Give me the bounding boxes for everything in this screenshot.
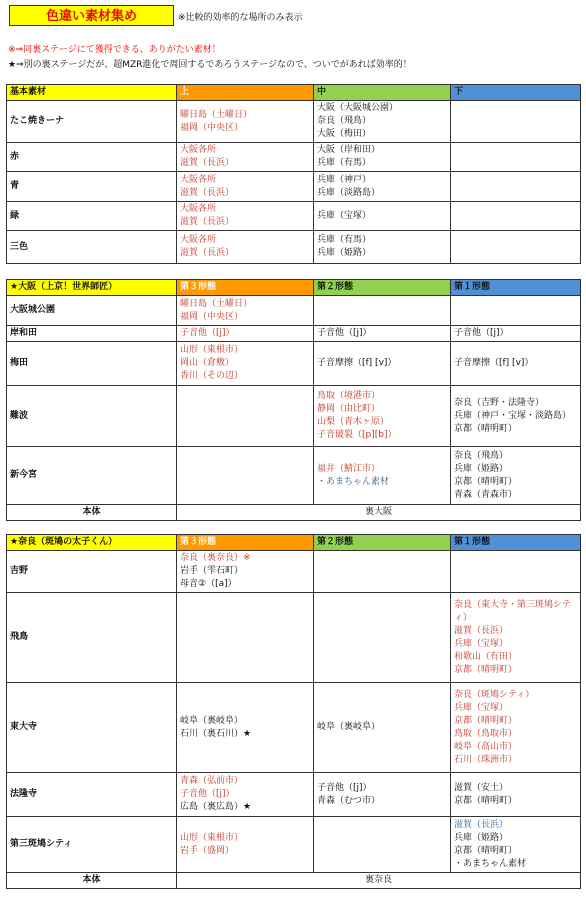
- row-label: 新今宮: [7, 447, 177, 505]
- location-entry: 岐阜（裏岐阜）: [180, 715, 244, 726]
- location-entry: 大阪各所: [180, 204, 217, 214]
- table-cell: [177, 172, 314, 202]
- location-entry: 山形（東根市）: [180, 832, 244, 843]
- table-cell: [177, 817, 314, 873]
- location-entry: 兵庫（神戸・宝塚・淡路島）: [454, 410, 572, 421]
- location-entry: 兵庫（姫路）: [317, 248, 372, 258]
- nara-table: [6, 534, 581, 889]
- table-cell: [451, 296, 581, 326]
- location-entry: 奈良（吉野・法隆寺）: [454, 397, 545, 408]
- location-entry: 福井（鯖江市）: [317, 463, 381, 474]
- location-entry: 岩手（雫石町）: [180, 566, 244, 576]
- location-entry: 兵庫（宝塚）: [454, 702, 509, 713]
- location-entry: 奈良（東大寺・第三斑鳩シティ）: [454, 599, 572, 623]
- location-entry: 大阪各所: [180, 174, 217, 185]
- table-cell: [314, 593, 451, 683]
- table-cell: [451, 683, 581, 773]
- row-label: 吉野: [7, 551, 177, 593]
- table-cell: [314, 817, 451, 873]
- location-entry: 広島（裏広島）★: [180, 802, 252, 812]
- table-cell: [177, 296, 314, 326]
- table-cell: [177, 101, 314, 143]
- header-cell: 第１形態: [451, 535, 581, 551]
- table-row: [7, 326, 581, 342]
- location-entry: 山形（東根市）: [180, 345, 244, 355]
- location-entry: 子音他（[j]）: [180, 789, 235, 799]
- table-row: [7, 296, 581, 326]
- footer-ura: 裏大阪: [177, 505, 581, 521]
- location-entry: 兵庫（宝塚）: [454, 638, 509, 649]
- location-entry: 京都（晴明町）: [454, 845, 518, 856]
- notes: [8, 43, 412, 73]
- table-cell: [451, 773, 581, 817]
- footer-main: 本体: [7, 505, 177, 521]
- page-title: 色違い素材集め: [9, 5, 174, 26]
- table-cell: [451, 143, 581, 172]
- location-entry: 大阪（梅田）: [317, 129, 372, 139]
- table-row: [7, 817, 581, 873]
- location-entry: 香川（その辺）: [180, 371, 244, 381]
- row-label: 難波: [7, 386, 177, 447]
- table-cell: [314, 326, 451, 342]
- table-cell: [177, 551, 314, 593]
- location-entry: 奈良（斑鳩シティ）: [454, 689, 535, 700]
- location-entry: 岐阜（高山市）: [454, 741, 518, 752]
- location-entry: 岡山（倉敷）: [180, 358, 235, 368]
- location-entry: 石川（珠洲市）: [454, 754, 518, 765]
- location-entry: 滋賀（長浜）: [454, 625, 509, 636]
- table-cell: [314, 683, 451, 773]
- header-cell: 基本素材: [7, 85, 177, 101]
- table-cell: [314, 342, 451, 386]
- location-entry: 鳥取（鳥取市）: [454, 728, 518, 739]
- table-row: [7, 231, 581, 264]
- location-entry: 子音他（[j]）: [317, 328, 372, 338]
- table-row: [7, 551, 581, 593]
- location-entry: 大阪各所: [180, 145, 217, 155]
- location-entry: 福岡（中央区）: [180, 122, 244, 133]
- location-entry: 兵庫（神戸）: [317, 174, 372, 185]
- table-cell: [314, 551, 451, 593]
- table-cell: [177, 231, 314, 264]
- location-entry: 京都（晴明町）: [454, 423, 518, 434]
- location-entry: 京都（晴明町）: [454, 664, 518, 675]
- row-label: 三色: [7, 231, 177, 264]
- location-entry: 兵庫（有馬）: [317, 158, 372, 168]
- location-entry: 青森（弘前市）: [180, 776, 244, 786]
- row-label: 赤: [7, 143, 177, 172]
- table-cell: [177, 447, 314, 505]
- footer-ura: 裏奈良: [177, 873, 581, 889]
- row-label: 青: [7, 172, 177, 202]
- row-label: 東大寺: [7, 683, 177, 773]
- table-cell: [314, 143, 451, 172]
- row-label: 飛鳥: [7, 593, 177, 683]
- location-entry: 大阪（大阪城公園）: [317, 103, 399, 113]
- note-rare: ※⇒同裏ステージにて獲得できる、ありがたい素材！: [8, 45, 221, 55]
- header-cell: 上: [177, 85, 314, 101]
- location-entry: 奈良（裏奈良）※: [180, 553, 251, 563]
- location-entry: 子音他（[j]）: [180, 328, 235, 338]
- header-cell: ★大阪（上京！世界師匠）: [7, 280, 177, 296]
- table-cell: [314, 773, 451, 817]
- location-entry: 子音他（[j]）: [317, 782, 372, 793]
- table-row: [7, 172, 581, 202]
- row-label: 法隆寺: [7, 773, 177, 817]
- table-row: [7, 683, 581, 773]
- table-cell: [177, 386, 314, 447]
- header-cell: 第２形態: [314, 280, 451, 296]
- location-entry: 福岡（中央区）: [180, 311, 244, 322]
- location-entry: 滋賀（安土）: [454, 782, 509, 793]
- location-entry: 滋賀（長浜）: [180, 158, 235, 168]
- table-row: [7, 773, 581, 817]
- location-entry: 子音破裂（[p][b]）: [317, 430, 397, 440]
- row-label: たこ焼きーナ: [7, 101, 177, 143]
- table-cell: [451, 447, 581, 505]
- location-entry: 兵庫（有馬）: [317, 235, 372, 245]
- table-row: [7, 101, 581, 143]
- table-cell: [314, 172, 451, 202]
- location-entry: ・あまちゃん素材: [454, 858, 527, 869]
- table-cell: [177, 773, 314, 817]
- table-cell: [177, 593, 314, 683]
- table-cell: [451, 342, 581, 386]
- header-cell: 第３形態: [177, 535, 314, 551]
- location-entry: 京都（晴明町）: [454, 715, 518, 726]
- row-label: 第三斑鳩シティ: [7, 817, 177, 873]
- footer-main: 本体: [7, 873, 177, 889]
- table-row: [7, 447, 581, 505]
- location-entry: 滋賀（長浜）: [454, 819, 509, 830]
- location-entry: 青森（むつ市）: [317, 795, 381, 806]
- table-row: [7, 342, 581, 386]
- table-cell: [177, 326, 314, 342]
- basic-material-table: [6, 84, 581, 264]
- location-entry: 大阪（岸和田）: [317, 145, 381, 155]
- row-label: 梅田: [7, 342, 177, 386]
- table-cell: [177, 342, 314, 386]
- row-label: 大阪城公園: [7, 296, 177, 326]
- table-row: [7, 593, 581, 683]
- table-cell: [314, 231, 451, 264]
- location-entry: 山梨（青木ヶ原）: [317, 417, 390, 427]
- location-entry: 奈良（飛鳥）: [317, 116, 372, 126]
- header-cell: 下: [451, 85, 581, 101]
- table-cell: [451, 172, 581, 202]
- row-label: 緑: [7, 202, 177, 231]
- table-cell: [177, 683, 314, 773]
- location-entry: 岐阜（裏岐阜）: [317, 722, 381, 732]
- location-entry: ・あまちゃん素材: [317, 476, 390, 487]
- location-entry: 兵庫（淡路島）: [317, 187, 381, 198]
- header-cell: ★奈良（斑鳩の太子くん）: [7, 535, 177, 551]
- table-cell: [451, 202, 581, 231]
- location-entry: 兵庫（宝塚）: [317, 210, 372, 221]
- location-entry: 子音摩擦（[f] [v]）: [454, 358, 534, 368]
- title-note: ※比較的効率的な場所のみ表示: [178, 13, 303, 23]
- location-entry: 和歌山（有田）: [454, 651, 518, 662]
- location-entry: 静岡（由比町）: [317, 404, 381, 414]
- location-entry: 奈良（飛鳥）: [454, 450, 509, 461]
- osaka-table: [6, 279, 581, 521]
- table-cell: [451, 551, 581, 593]
- location-entry: 兵庫（姫路）: [454, 832, 509, 843]
- header-cell: 第１形態: [451, 280, 581, 296]
- location-entry: 滋賀（長浜）: [180, 217, 235, 227]
- table-cell: [177, 143, 314, 172]
- table-cell: [451, 593, 581, 683]
- table-row: [7, 202, 581, 231]
- location-entry: 滋賀（長浜）: [180, 248, 235, 258]
- table-row: [7, 143, 581, 172]
- table-cell: [451, 817, 581, 873]
- row-label: 岸和田: [7, 326, 177, 342]
- location-entry: 石川（裏石川）★: [180, 728, 252, 739]
- location-entry: 曜日島（土曜日）: [180, 109, 253, 120]
- location-entry: 青森（青森市）: [454, 489, 518, 500]
- location-entry: 子音他（[j]）: [454, 328, 509, 338]
- location-entry: 母音②（[a]）: [180, 579, 237, 589]
- location-entry: 鳥取（境港市）: [317, 391, 381, 401]
- location-entry: 兵庫（姫路）: [454, 463, 509, 474]
- table-cell: [451, 231, 581, 264]
- header-cell: 第２形態: [314, 535, 451, 551]
- location-entry: 京都（晴明町）: [454, 795, 518, 806]
- table-cell: [314, 296, 451, 326]
- table-cell: [314, 202, 451, 231]
- location-entry: 岩手（盛岡）: [180, 845, 235, 856]
- note-star: ★⇒別の裏ステージだが、超MZR進化で周回するであろうステージなので、ついでがあれば効率的！: [8, 60, 412, 70]
- location-entry: 子音摩擦（[f] [v]）: [317, 358, 397, 368]
- location-entry: 滋賀（長浜）: [180, 187, 235, 198]
- table-cell: [177, 202, 314, 231]
- table-row: [7, 386, 581, 447]
- table-cell: [451, 101, 581, 143]
- location-entry: 大阪各所: [180, 235, 217, 245]
- table-cell: [451, 326, 581, 342]
- table-cell: [314, 386, 451, 447]
- location-entry: 京都（晴明町）: [454, 476, 518, 487]
- header-cell: 中: [314, 85, 451, 101]
- location-entry: 曜日島（土曜日）: [180, 298, 253, 309]
- table-cell: [451, 386, 581, 447]
- table-cell: [314, 447, 451, 505]
- table-cell: [314, 101, 451, 143]
- header-cell: 第３形態: [177, 280, 314, 296]
